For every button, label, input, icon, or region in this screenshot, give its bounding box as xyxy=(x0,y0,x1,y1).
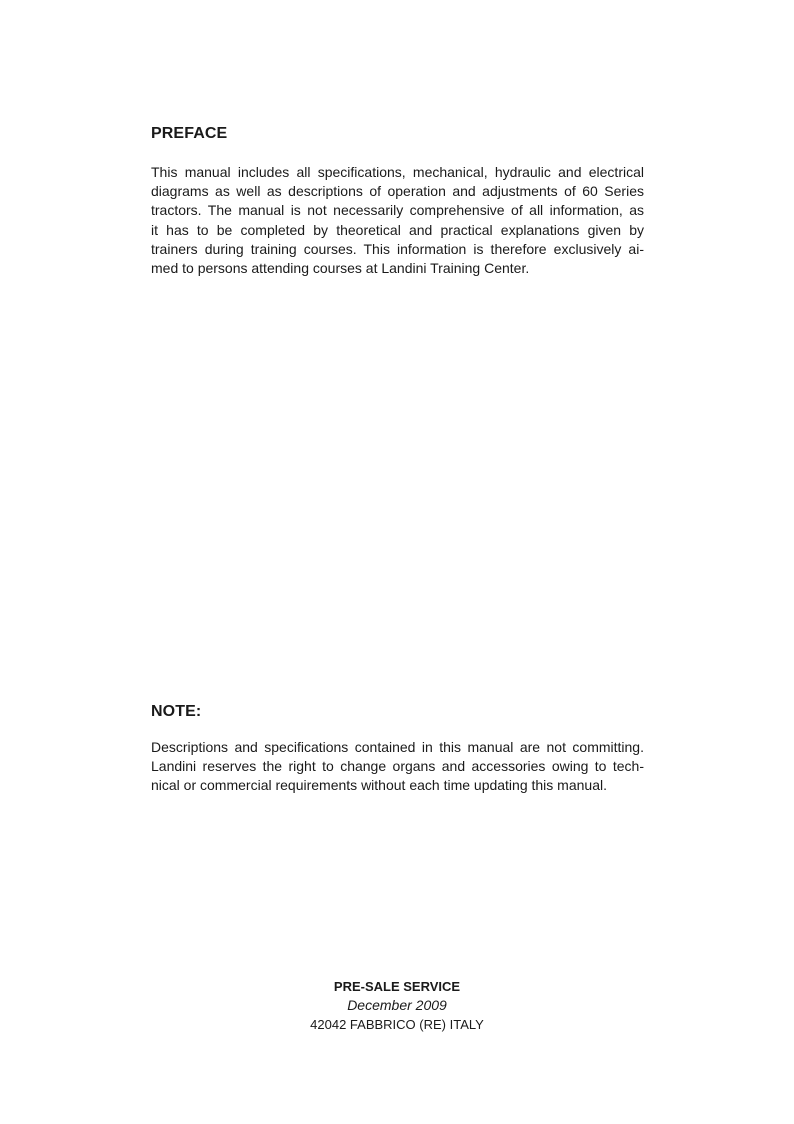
preface-line: diagrams as well as descriptions of operation and adjustments of 60 Series xyxy=(151,183,644,200)
note-line: Descriptions and specifications contained in this manual are not committing. xyxy=(151,739,644,755)
preface-line: This manual includes all specifications, mechanical, hydraulic and electrical xyxy=(151,164,644,180)
publication-date: December 2009 xyxy=(347,997,447,1013)
note-paragraph xyxy=(151,738,644,796)
note-heading: NOTE: xyxy=(151,703,202,720)
preface-heading: PREFACE xyxy=(151,125,228,142)
preface-line: trainers during training courses. This information is therefore exclusively ai- xyxy=(151,240,644,257)
preface-line: med to persons attending courses at Landini Training Center. xyxy=(151,260,530,277)
publisher-footer xyxy=(0,977,794,1034)
note-line: Landini reserves the right to change organs and accessories owing to tech- xyxy=(151,758,644,775)
preface-line: it has to be completed by theoretical and practical explanations given by xyxy=(151,221,644,238)
department-name: PRE-SALE SERVICE xyxy=(333,979,461,994)
preface-line: tractors. The manual is not necessarily comprehensive of all information, as xyxy=(151,202,644,219)
preface-paragraph xyxy=(151,163,644,278)
publisher-address: 42042 FABBRICO (RE) ITALY xyxy=(310,1017,484,1032)
note-line: nical or commercial requirements without each time updating this manual. xyxy=(151,777,607,794)
